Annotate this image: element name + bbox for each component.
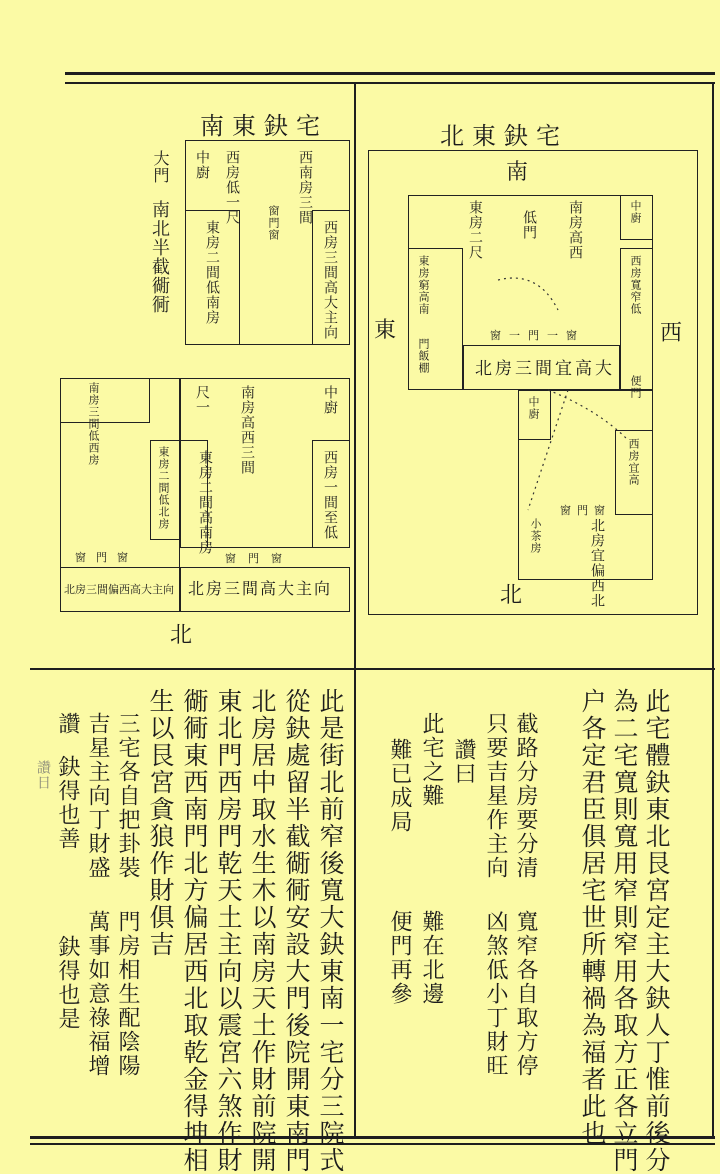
right-text-col7a: 此宅之難 bbox=[419, 712, 444, 808]
right-east-room-top: 東房二尺 bbox=[467, 200, 483, 260]
middle-low-note: 尺一 bbox=[194, 385, 210, 415]
left-north-label: 北 bbox=[170, 623, 193, 648]
right-text-col4a: 截路分房要分清 bbox=[513, 712, 538, 880]
middle-kitchen: 中廚 bbox=[322, 385, 338, 415]
right-south-room: 南房高西 bbox=[567, 200, 583, 260]
right-text-col1: 此宅體鈌東北艮宮定主大鈌人丁惟前後分 bbox=[642, 688, 671, 1174]
right-text-col8a: 難已成局 bbox=[387, 738, 412, 834]
left-text-col6: 生以艮宮貪狼作財俱吉 bbox=[146, 688, 175, 958]
left-text-col7a: 三宅各自把卦裝 bbox=[115, 712, 140, 880]
gate-label: 大門 bbox=[151, 150, 170, 184]
right-storage: 門飯棚 bbox=[417, 338, 430, 374]
left-west-south-room bbox=[60, 378, 150, 423]
right-west-room-low: 西房宜高 bbox=[627, 438, 640, 486]
top-border-thick bbox=[65, 72, 715, 75]
middle-south-room: 南房高西三間 bbox=[239, 385, 255, 475]
right-text-col5a: 只要吉星作主向 bbox=[483, 712, 508, 880]
right-text-col5b: 凶煞低小丁財旺 bbox=[483, 910, 508, 1078]
right-south-label: 南 bbox=[506, 160, 529, 185]
right-text-col8b: 便門再參 bbox=[387, 910, 412, 1006]
left-text-col2: 從鈌處留半截衚衕安設大門後院開東南門 bbox=[282, 688, 311, 1174]
front-west-side: 西房三間高大主向 bbox=[322, 220, 338, 340]
right-west-label: 西 bbox=[660, 321, 683, 346]
middle-north-row: 北房三間高大主向 bbox=[188, 579, 333, 598]
right-north-label: 北 bbox=[500, 583, 523, 608]
front-kitchen: 中廚 bbox=[194, 150, 210, 180]
right-door-window: 窗門窗 bbox=[560, 504, 611, 517]
middle-divider bbox=[30, 668, 715, 670]
left-text-col9c: 鈌得也是 bbox=[55, 935, 80, 1031]
right-text-col4b: 寬窄各自取方停 bbox=[513, 910, 538, 1078]
west-windows: 窗門窗 bbox=[75, 551, 138, 564]
left-text-col8b: 萬事如意祿福增 bbox=[85, 910, 110, 1078]
front-south-room: 西南房三間 bbox=[297, 150, 313, 225]
right-low-note: 低門 bbox=[521, 210, 537, 240]
right-tea-room: 小茶房 bbox=[529, 518, 542, 554]
right-north-room: 北房三間宜高大 bbox=[475, 359, 615, 379]
left-text-col1: 此是街北前窄後寬大鈌東南一宅分三院式 bbox=[316, 688, 345, 1174]
west-south-room: 南房三間低西房 bbox=[87, 382, 100, 466]
right-diagram-title: 北東鈌宅 bbox=[440, 122, 568, 150]
right-east-room-mid: 東房窮高南 bbox=[417, 255, 430, 315]
left-text-col3: 北房居中取水生木以南房天土作財前院開 bbox=[248, 688, 277, 1174]
right-side-gate: 便門 bbox=[629, 375, 642, 399]
left-margin-faint: 讚日 bbox=[35, 760, 51, 790]
right-text-col3: 户各定君臣俱居宅世所轉禍為福者此也 bbox=[578, 688, 607, 1147]
front-west-low: 西房低一尺 bbox=[224, 150, 240, 225]
right-north-room-low: 北房宜偏西北 bbox=[589, 518, 605, 608]
left-text-col7b: 門房相生配陰陽 bbox=[115, 910, 140, 1078]
west-north-row: 北房三間偏西高大主向 bbox=[64, 583, 174, 596]
left-diagram-title: 南東鈌宅 bbox=[200, 112, 328, 140]
left-text-col5: 衚衕東西南門北方偏居西北取乾金得坤相 bbox=[180, 688, 209, 1174]
right-text-col7b: 難在北邊 bbox=[419, 910, 444, 1006]
right-text-col6: 讚曰 bbox=[451, 738, 476, 786]
front-east-room: 東房二間低南房 bbox=[204, 220, 220, 325]
middle-east-room: 東房二間高南房 bbox=[197, 450, 213, 555]
right-east-label: 東 bbox=[374, 318, 397, 343]
top-border-thin bbox=[65, 82, 715, 84]
left-text-col8a: 吉星主向丁財盛 bbox=[85, 712, 110, 880]
right-kitchen-low: 中廚 bbox=[527, 396, 540, 420]
lane-label: 南北半截衚衕 bbox=[149, 200, 170, 314]
right-dotted-paths bbox=[368, 150, 698, 615]
middle-windows: 窗門窗 bbox=[225, 552, 294, 565]
right-edge bbox=[712, 84, 714, 1136]
center-divider bbox=[354, 84, 356, 1136]
left-text-col9b: 鈌得也善 bbox=[55, 755, 80, 851]
right-windows: 窗一門一窗 bbox=[490, 329, 585, 342]
right-text-col2: 為二宅寬則寬用窄則窄用各取方正各立門 bbox=[610, 688, 639, 1174]
front-windows: 窗門窗 bbox=[267, 205, 280, 241]
left-text-col9a: 讚 bbox=[55, 712, 80, 736]
right-west-room: 西房寬窄低 bbox=[629, 255, 642, 315]
left-text-col4: 東北門西房門乾天土主向以震宮六煞作財 bbox=[214, 688, 243, 1174]
west-east-room: 東房二間低北房 bbox=[157, 446, 170, 530]
middle-west-side: 西房一間至低 bbox=[322, 450, 338, 540]
right-kitchen-top: 中廚 bbox=[629, 200, 642, 224]
